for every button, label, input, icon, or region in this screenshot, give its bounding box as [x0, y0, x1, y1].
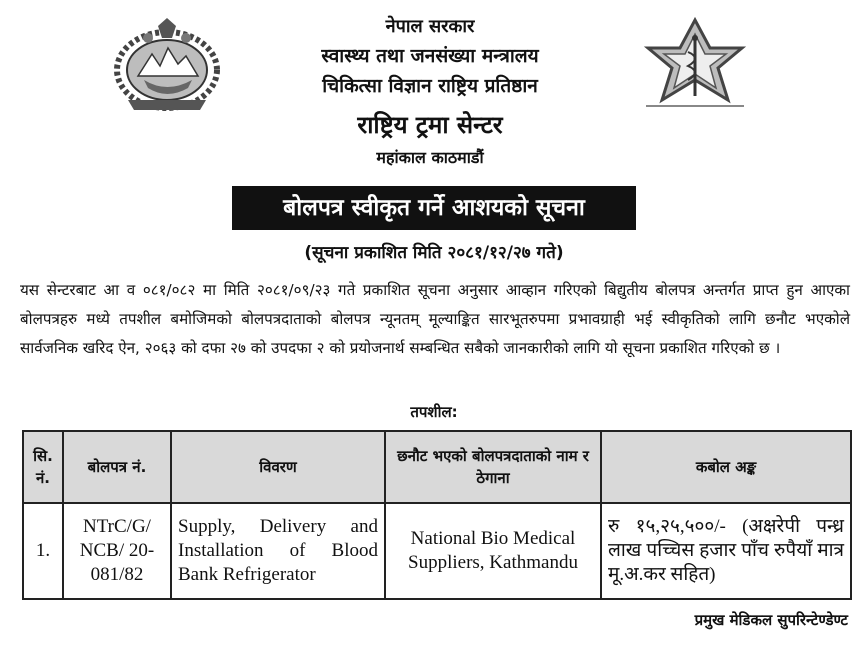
header-academy: चिकित्सा विज्ञान राष्ट्रिय प्रतिष्ठान [322, 75, 538, 97]
header-government: नेपाल सरकार [385, 16, 475, 37]
table-row [23, 503, 851, 599]
bid-table [22, 430, 852, 600]
table-header-row [23, 431, 851, 503]
cell-bidder: National Bio Medical Suppliers, Kathmandu [385, 503, 601, 599]
cell-sn: 1. [23, 503, 63, 599]
signature: प्रमुख मेडिकल सुपरिन्टेण्डेण्ट [694, 611, 848, 629]
nams-star-logo-icon [640, 16, 750, 116]
nepal-government-emblem-icon [108, 14, 226, 114]
schedule-label: तपशील: [410, 403, 458, 421]
header-ministry: स्वास्थ्य तथा जनसंख्या मन्त्रालय [321, 45, 539, 67]
cell-bid-no: NTrC/G/ NCB/ 20-081/82 [63, 503, 171, 599]
notice-body: यस सेन्टरबाट आ व ०८१/०८२ मा मिति २०८१/०९/२३ गते प्रकाशित सूचना अनुसार आव्हान गरिएको बिद्युतीय बोलपत्र अन्तर्गत प्राप्त हुन आएका बोलपत्रहरु मध्ये तपशील बमोजिमको बोलपत्रदाताको बोलपत्र न्यूनतम् मूल्याङ्कित सारभूतरुपमा प्रभावग्राही भई स्वीकृतिको लागि छनौट भएकोले सार्वजनिक खरिद ऐन, २०६३ को दफा २७ को उपदफा २ को प्रयोजनार्थ सम्बन्धित सबैको जानकारीको लागि यो सूचना प्रकाशित गरिएको छ । [20, 281, 850, 357]
publish-date: (सूचना प्रकाशित मिति २०८१/१२/२७ गते) [304, 243, 564, 263]
cell-description: Supply, Delivery and Installation of Blood Bank Refrigerator [171, 503, 385, 599]
header-centre: राष्ट्रिय ट्रमा सेन्टर [357, 111, 503, 139]
col-header-sn: सि. नं. [23, 431, 63, 503]
cell-amount: रु १५,२५,५००/- (अक्षरेपी पन्ध्र लाख पच्चिस हजार पाँच रुपैयाँ मात्र मू.अ.कर सहित) [601, 503, 851, 599]
col-header-bid-no: बोलपत्र नं. [63, 431, 171, 503]
notice-title: बोलपत्र स्वीकृत गर्ने आशयको सूचना [232, 186, 636, 230]
header-location: महांकाल काठमाडौं [376, 148, 484, 167]
col-header-amount: कबोल अङ्क [601, 431, 851, 503]
col-header-description: विवरण [171, 431, 385, 503]
col-header-bidder: छनौट भएको बोलपत्रदाताको नाम र ठेगाना [385, 431, 601, 503]
